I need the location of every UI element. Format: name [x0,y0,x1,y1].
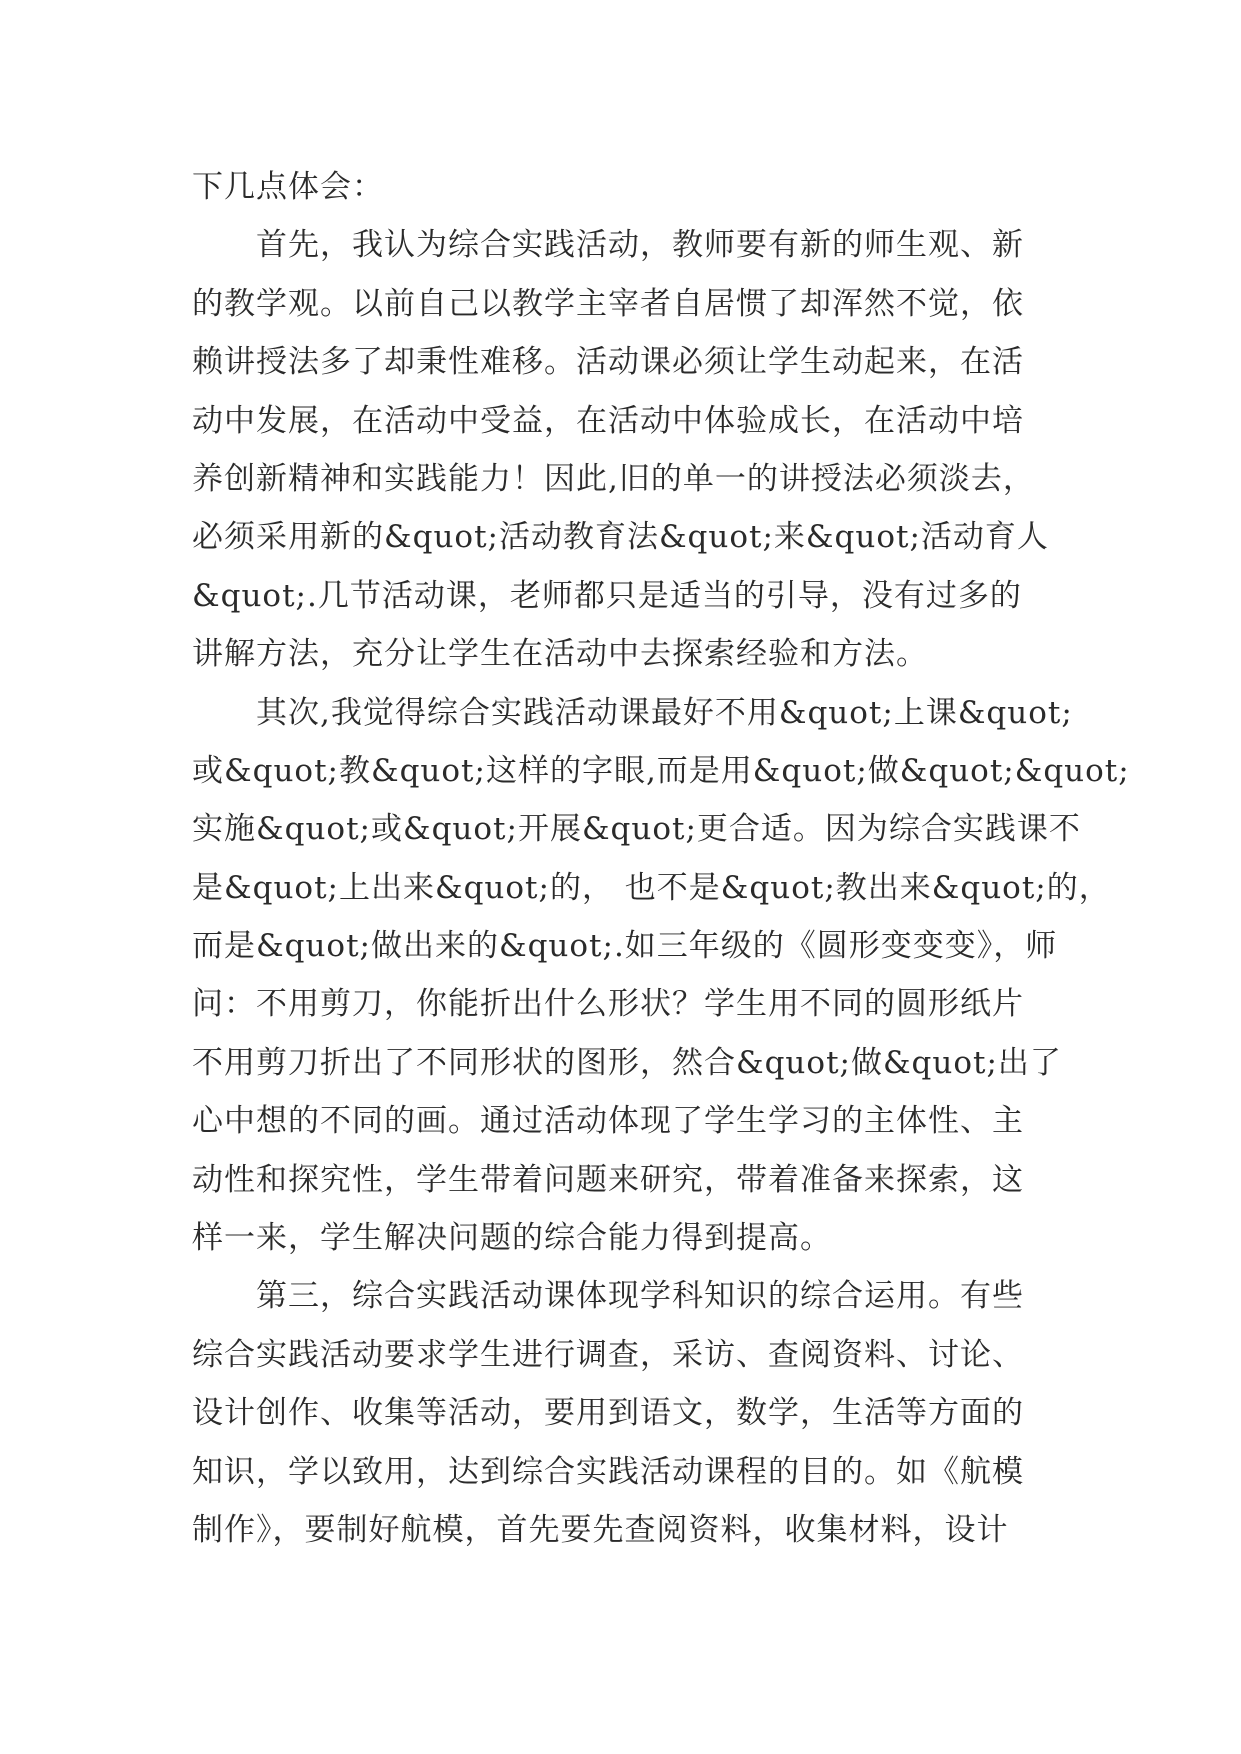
text-line: 心中想的不同的画。通过活动体现了学生学习的主体性、主 [192,1103,1024,1140]
text-line: 讲解方法，充分让学生在活动中去探索经验和方法。 [192,636,928,673]
text-line: 设计创作、收集等活动，要用到语文，数学，生活等方面的 [192,1395,1024,1432]
text-line: 是&quot;上出来&quot;的， 也不是&quot;教出来&quot;的， [192,869,1111,906]
text-line: 综合实践活动要求学生进行调查，采访、查阅资料、讨论、 [192,1336,1024,1373]
text-line: 不用剪刀折出了不同形状的图形，然合&quot;做&quot;出了 [192,1044,1062,1081]
text-line: 而是&quot;做出来的&quot;.如三年级的《圆形变变变》，师 [192,928,1058,965]
text-line: 动性和探究性，学生带着问题来研究，带着准备来探索，这 [192,1161,1024,1198]
text-line: 赖讲授法多了却秉性难移。活动课必须让学生动起来，在活 [192,344,1024,381]
text-line: 问：不用剪刀，你能折出什么形状？学生用不同的圆形纸片 [192,986,1024,1023]
text-line: &quot;.几节活动课，老师都只是适当的引导，没有过多的 [192,577,1022,614]
text-line: 动中发展，在活动中受益，在活动中体验成长，在活动中培 [192,402,1024,439]
text-line: 实施&quot;或&quot;开展&quot;更合适。因为综合实践课不 [192,811,1081,848]
text-line: 首先，我认为综合实践活动，教师要有新的师生观、新 [192,227,1024,264]
text-line: 必须采用新的&quot;活动教育法&quot;来&quot;活动育人 [192,519,1049,556]
text-line: 知识，学以致用，达到综合实践活动课程的目的。如《航模 [192,1453,1024,1490]
body-text [192,158,1130,1559]
text-line: 养创新精神和实践能力！因此,旧的单一的讲授法必须淡去， [192,460,1035,497]
text-line: 的教学观。以前自己以教学主宰者自居惯了却浑然不觉，依 [192,285,1024,322]
text-line: 或&quot;教&quot;这样的字眼,而是用&quot;做&quot;&quot; [192,752,1130,789]
text-line: 下几点体会： [192,169,384,205]
text-line: 样一来，学生解决问题的综合能力得到提高。 [192,1220,832,1257]
text-line: 制作》，要制好航模，首先要先查阅资料，收集材料，设计 [192,1511,1009,1548]
text-line: 其次,我觉得综合实践活动课最好不用&quot;上课&quot; [192,694,1073,731]
text-line: 第三，综合实践活动课体现学科知识的综合运用。有些 [192,1278,1024,1315]
